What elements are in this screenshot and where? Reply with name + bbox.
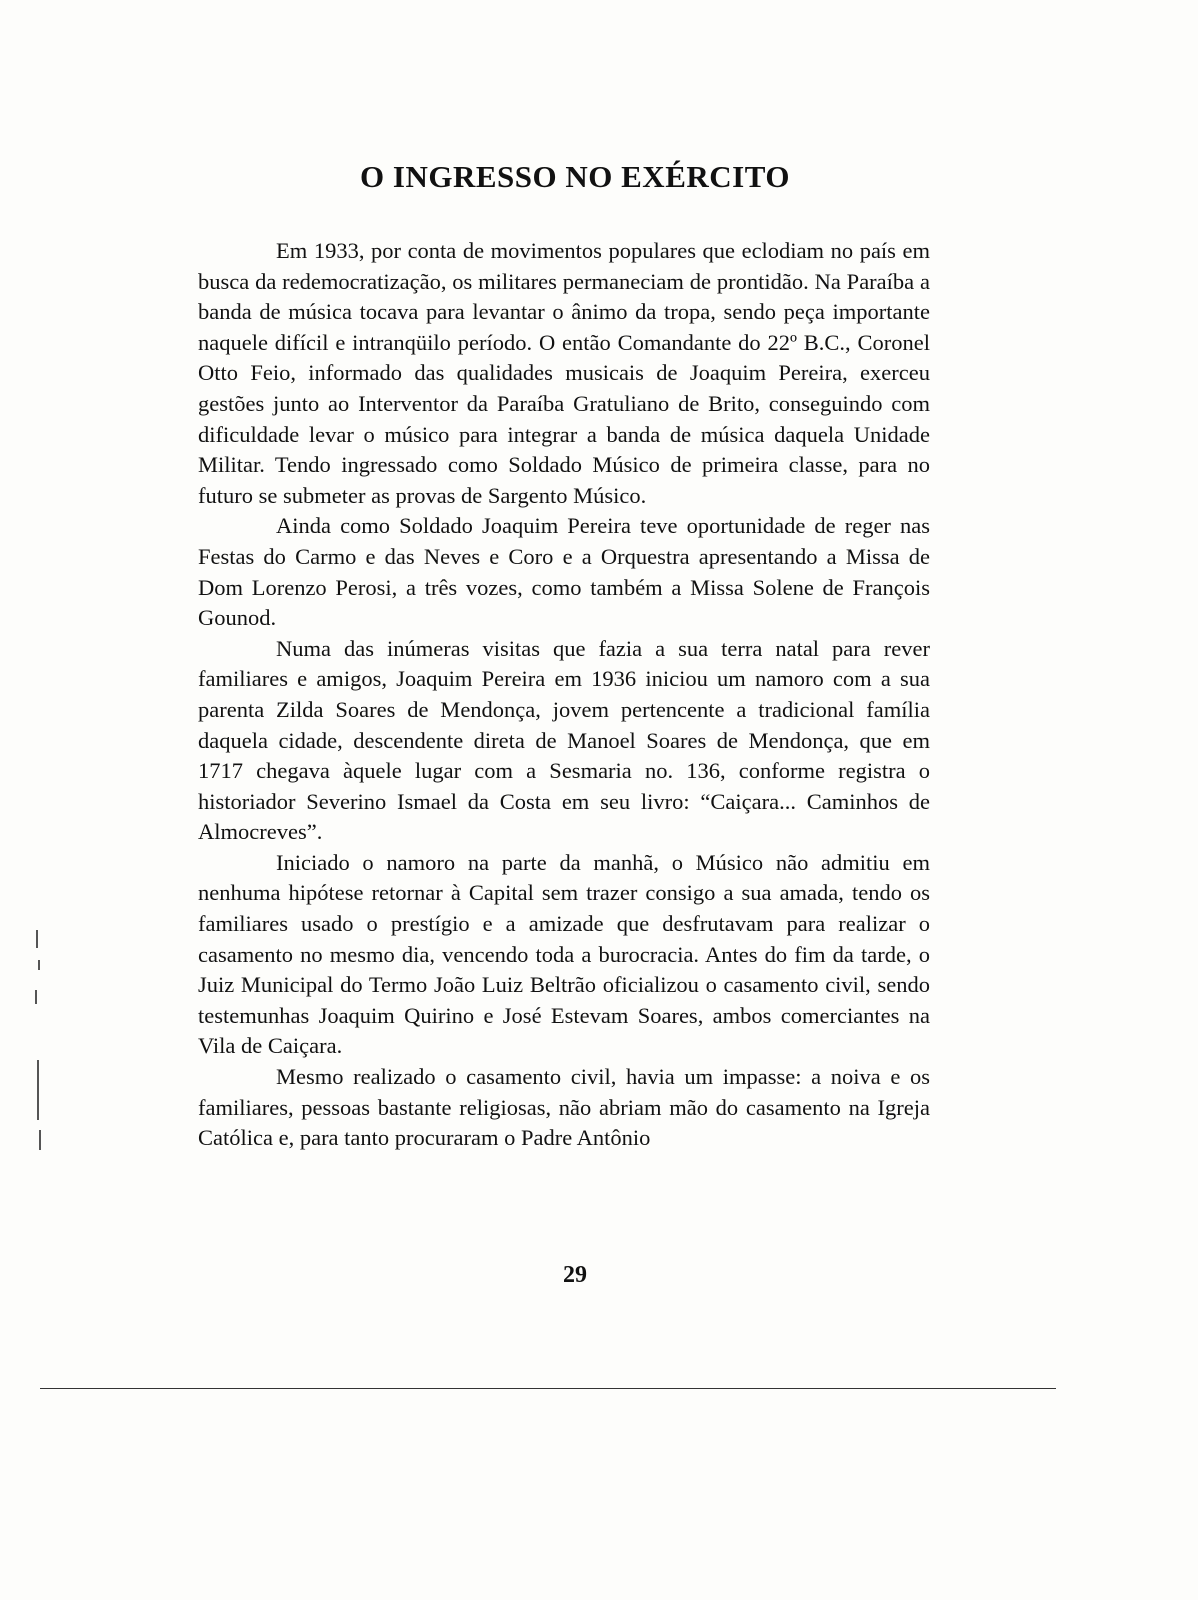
scan-artifact-marks bbox=[34, 930, 44, 1170]
paragraph: Numa das inúmeras visitas que fazia a sua terra natal para rever familiares e amigos, Joaquim Pereira em 1936 iniciou um namoro com a sua parenta Zilda Soares de Mendonça, jovem pertencente a tradicional família daquela cidade, descendente direta de Manoel Soares de Mendonça, que em 1717 chegava àquele lugar com a Sesmaria no. 136, conforme registra o historiador Severino Ismael da Costa em seu livro: “Caiçara... Caminhos de Almocreves”. bbox=[198, 635, 930, 845]
paragraph: Ainda como Soldado Joaquim Pereira teve oportunidade de reger nas Festas do Carmo e das Neves e Coro e a Orquestra apresentando a Missa de Dom Lorenzo Perosi, a três vozes, como também a Missa Solene de François Gounod. bbox=[198, 513, 930, 631]
page-number: 29 bbox=[563, 1262, 587, 1288]
body-text bbox=[198, 236, 930, 1154]
paragraph: Mesmo realizado o casamento civil, havia um impasse: a noiva e os familiares, pessoas bastante religiosas, não abriam mão do casamento na Igreja Católica e, para tanto procuraram o Padre Antônio bbox=[198, 1064, 930, 1151]
paragraph: Iniciado o namoro na parte da manhã, o Músico não admitiu em nenhuma hipótese retornar à Capital sem trazer consigo a sua amada, tendo os familiares usado o prestígio e a amizade que desfrutavam para realizar o casamento no mesmo dia, vencendo toda a burocracia. Antes do fim da tarde, o Juiz Municipal do Termo João Luiz Beltrão oficializou o casamento civil, sendo testemunhas Joaquim Quirino e José Estevam Soares, ambos comerciantes na Vila de Caiçara. bbox=[198, 849, 930, 1059]
chapter-title: O INGRESSO NO EXÉRCITO bbox=[360, 158, 790, 194]
paragraph: Em 1933, por conta de movimentos populares que eclodiam no país em busca da redemocratização, os militares permaneciam de prontidão. Na Paraíba a banda de música tocava para levantar o ânimo da tropa, sendo peça importante naquele difícil e intranqüilo período. O então Comandante do 22º B.C., Coronel Otto Feio, informado das qualidades musicais de Joaquim Pereira, exerceu gestões junto ao Interventor da Paraíba Gratuliano de Brito, conseguindo com dificuldade levar o músico para integrar a banda de música daquela Unidade Militar. Tendo ingressado como Soldado Músico de primeira classe, para no futuro se submeter as provas de Sargento Músico. bbox=[198, 238, 930, 508]
bottom-divider-line bbox=[40, 1388, 1056, 1389]
